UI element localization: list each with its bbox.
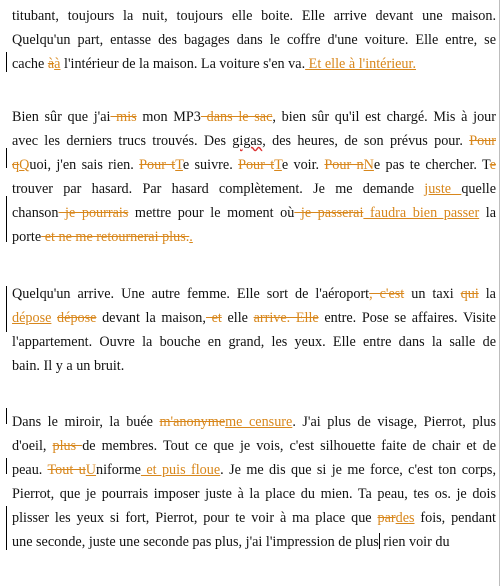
deleted-text: et ne me retournerai plus. <box>41 229 190 245</box>
deleted-text: Tout u <box>47 462 86 478</box>
text-line <box>12 330 496 354</box>
inserted-text: juste <box>424 181 462 197</box>
inserted-text: . <box>189 229 193 245</box>
text-line <box>12 177 496 201</box>
text-run: , bien sûr qu'il est chargé. Mis à jour <box>272 109 496 125</box>
change-bar <box>6 458 7 474</box>
text-line <box>12 482 496 506</box>
inserted-text: et puis floue <box>140 462 221 478</box>
text-run: plisser les yeux si fort, Pierrot, pour te voir à ma place que <box>12 510 378 526</box>
deleted-text: dans le sac <box>200 109 273 125</box>
text-run: trouver par hasard. Par hasard complètement. Je me demande <box>12 181 425 197</box>
text-run: Pierrot, que je pourrais imposer juste à la place du mien. Ta peau, tes os. je dois <box>12 486 496 502</box>
change-bar <box>6 408 7 424</box>
text-run: fois, pendant <box>414 510 496 526</box>
inserted-text: U <box>85 462 97 478</box>
deleted-text: , c'est <box>369 286 405 302</box>
text-run: Quelqu'un part, entasse des bagages dans le coffre d'une voiture. Elle entre, se <box>12 32 496 48</box>
text-line <box>12 153 496 177</box>
text-run: niforme <box>96 462 141 478</box>
change-bar <box>6 196 7 242</box>
deleted-text: Pour t <box>139 157 176 173</box>
deleted-text: q <box>12 157 20 173</box>
deleted-text: Pour <box>469 133 496 149</box>
page-right-edge <box>499 0 500 586</box>
inserted-text: à <box>54 56 61 72</box>
text-run: . Je me dis que si je me force, c'est ton corps, <box>220 462 496 478</box>
inserted-text: dépose <box>12 310 52 326</box>
inserted-text: N <box>363 157 374 173</box>
text-run: mon MP3 <box>136 109 201 125</box>
inserted-text: faudra bien passer <box>363 205 480 221</box>
inserted-text: des <box>395 510 415 526</box>
change-bar <box>6 506 7 550</box>
text-run: elle <box>221 310 254 326</box>
spellcheck-word: gigas <box>232 133 263 149</box>
paragraph <box>12 410 496 554</box>
text-line <box>12 4 496 28</box>
deleted-text: par <box>377 510 396 526</box>
text-run: Dans le miroir, la buée <box>12 414 160 430</box>
inserted-text: me censure <box>225 414 293 430</box>
paragraph <box>12 105 496 249</box>
deleted-text: Pour n <box>324 157 364 173</box>
text-line <box>12 410 496 434</box>
text-line <box>12 306 496 330</box>
text-run: e pas te chercher. T <box>373 157 490 173</box>
deleted-text: je pourrais <box>58 205 129 221</box>
deleted-text: mis <box>110 109 137 125</box>
text-run: la <box>479 205 496 221</box>
text-run: rien voir du <box>379 534 450 550</box>
deleted-text: qui <box>460 286 479 302</box>
text-run: de membres. Tout ce que je vois, c'est silhouette faite de chair et de <box>82 438 496 454</box>
paragraph <box>12 282 496 378</box>
text-run: devant la maison, <box>96 310 206 326</box>
text-line <box>12 354 496 378</box>
text-line <box>12 105 496 129</box>
text-line <box>12 201 496 225</box>
text-run: une seconde, juste une seconde pas plus, j'ai l'impression de plus <box>12 534 379 550</box>
deleted-text: e <box>489 157 496 173</box>
inserted-text: Et elle à l'intérieur. <box>305 56 417 72</box>
text-run: Bien sûr que j'ai <box>12 109 111 125</box>
inserted-text: T <box>274 157 282 173</box>
change-bar <box>6 52 7 72</box>
text-run: titubant, toujours la nuit, toujours elle boite. Elle arrive devant une maison. <box>12 8 496 24</box>
text-run: l'intérieur de la maison. La voiture s'en va. <box>60 56 306 72</box>
deleted-text: m'anonyme <box>159 414 226 430</box>
text-run: peau. <box>12 462 48 478</box>
text-run: , des heures, de son prévus pour. <box>262 133 470 149</box>
text-run: entre. Pose se affaires. Visite <box>318 310 496 326</box>
deleted-text: plus <box>52 438 83 454</box>
text-line <box>12 530 496 554</box>
text-line <box>12 282 496 306</box>
text-run: la <box>478 286 496 302</box>
text-run: chanson <box>12 205 59 221</box>
text-line <box>12 506 496 530</box>
deleted-text: Pour t <box>238 157 275 173</box>
inserted-text: T <box>175 157 183 173</box>
text-run: . J'ai plus de visage, Pierrot, plus <box>292 414 496 430</box>
text-run: bain. Il y a un bruit. <box>12 358 125 374</box>
text-run: l'appartement. Ouvre la bouche en grand, les yeux. Elle entre dans la salle de <box>12 334 496 350</box>
text-line <box>12 28 496 52</box>
deleted-text: arrive. Elle <box>253 310 319 326</box>
change-bar <box>6 148 7 168</box>
text-run: Quelqu'un arrive. Une autre femme. Elle sort de l'aéroport <box>12 286 370 302</box>
text-line <box>12 225 496 249</box>
paragraph <box>12 4 496 76</box>
inserted-text: Q <box>19 157 30 173</box>
text-run: cache <box>12 56 48 72</box>
text-run: quelle <box>461 181 496 197</box>
deleted-text: et <box>205 310 222 326</box>
text-run: uoi, j'en sais rien. <box>29 157 140 173</box>
change-bar <box>6 286 7 332</box>
text-run: un taxi <box>404 286 461 302</box>
text-run: mettre pour le moment où <box>128 205 295 221</box>
text-run: d'oeil, <box>12 438 53 454</box>
text-run: e voir. <box>281 157 325 173</box>
text-line <box>12 434 496 458</box>
deleted-text: dépose <box>57 310 97 326</box>
deleted-text: à <box>47 56 55 72</box>
text-run: avec les derniers trucs trouvés. Des <box>12 133 233 149</box>
text-line <box>12 52 496 76</box>
text-run: e suivre. <box>182 157 239 173</box>
deleted-text: je passerai <box>294 205 364 221</box>
text-line <box>12 129 496 153</box>
text-run: porte <box>12 229 42 245</box>
text-line <box>12 458 496 482</box>
